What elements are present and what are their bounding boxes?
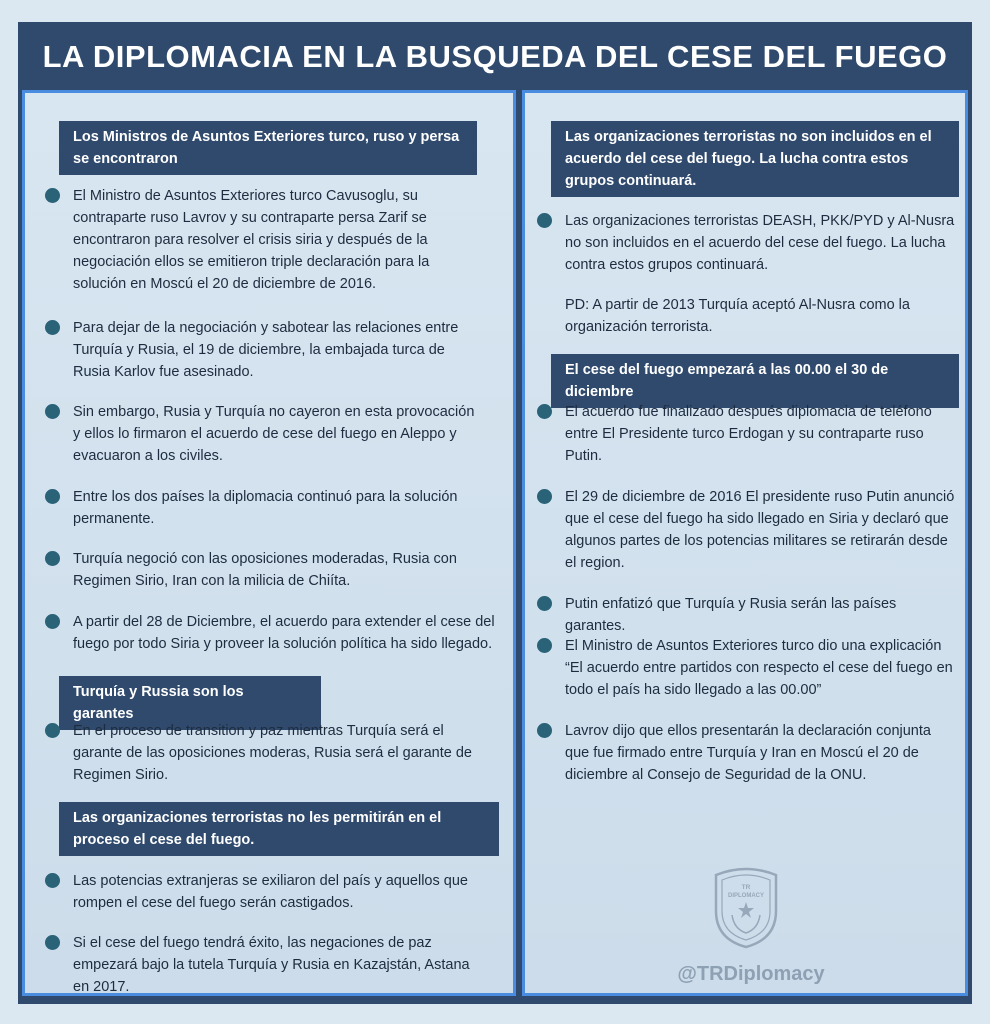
list-item: Lavrov dijo que ellos presentarán la declaración conjunta que fue firmado entre Turquía y Iran en Moscú el 20 de diciembre al Consejo de Seguridad de la ONU.	[537, 720, 957, 786]
list-item: A partir del 28 de Diciembre, el acuerdo para extender el cese del fuego por todo Siria y proveer la solución política ha sido llegado.	[45, 611, 495, 655]
list-item: El Ministro de Asuntos Exteriores turco Cavusoglu, su contraparte ruso Lavrov y su contraparte persa Zarif se encontraron para resolver el crisis siria y después de la negociación ellos se emitieron triple declaración para la solución en Moscú el 20 de diciembre de 2016.	[45, 185, 485, 295]
list-item: Entre los dos países la diplomacia continuó para la solución permanente.	[45, 486, 465, 530]
section-header-terrorist-orgs: Las organizaciones terroristas no les permitirán en el proceso el cese del fuego.	[59, 802, 499, 856]
footnote-text: PD: A partir de 2013 Turquía aceptó Al-Nusra como la organización terrorista.	[565, 297, 910, 335]
list-item: El Ministro de Asuntos Exteriores turco dio una explicación “El acuerdo entre partidos con respecto el cese del fuego en todo el país ha sido llegado a las 00.00”	[537, 635, 957, 701]
list-item: Sin embargo, Rusia y Turquía no cayeron en esta provocación y ellos lo firmaron el acuerdo de cese del fuego en Aleppo y evacuaron a los civiles.	[45, 401, 485, 467]
left-panel	[22, 90, 516, 996]
bullet-icon	[45, 188, 60, 203]
bullet-icon	[45, 489, 60, 504]
bullet-icon	[537, 213, 552, 228]
svg-text:DIPLOMACY: DIPLOMACY	[728, 893, 764, 899]
infographic-frame	[18, 22, 972, 1004]
bullet-icon	[45, 723, 60, 738]
section-header-guarantors: Turquía y Russia son los garantes	[59, 676, 321, 730]
page-title: LA DIPLOMACIA EN LA BUSQUEDA DEL CESE DEL FUEGO	[42, 39, 948, 74]
bullet-icon	[45, 320, 60, 335]
bullet-icon	[45, 873, 60, 888]
list-item: Para dejar de la negociación y sabotear las relaciones entre Turquía y Rusia, el 19 de diciembre, la embajada turca de Rusia Karlov fue asesinado.	[45, 317, 485, 383]
list-item: El 29 de diciembre de 2016 El presidente ruso Putin anunció que el cese del fuego ha sido llegado en Siria y declaró que algunos partes de los potencias militares se retirarán desde el region.	[537, 486, 957, 574]
tr-diplomacy-seal-logo	[710, 865, 782, 949]
bullet-icon	[537, 723, 552, 738]
section-header-exclusions: Las organizaciones terroristas no son incluidos en el acuerdo del cese del fuego. La lucha contra estos grupos continuará.	[551, 121, 959, 197]
twitter-handle: @TRDiplomacy	[677, 963, 825, 985]
bullet-icon	[45, 614, 60, 629]
section-header-ministers: Los Ministros de Asuntos Exteriores turco, ruso y persa se encontraron	[59, 121, 477, 175]
list-item: Si el cese del fuego tendrá éxito, las negaciones de paz empezará bajo la tutela Turquía y Rusia en Kazajstán, Astana en 2017.	[45, 932, 485, 998]
list-item: El acuerdo fue finalizado después diplomacia de teléfono entre El Presidente turco Erdogan y su contraparte ruso Putin.	[537, 401, 947, 467]
bullet-icon	[537, 596, 552, 611]
list-item: Las potencias extranjeras se exiliaron del país y aquellos que rompen el cese del fuego serán castigados.	[45, 870, 485, 914]
bullet-icon	[537, 404, 552, 419]
list-item: Turquía negoció con las oposiciones moderadas, Rusia con Regimen Sirio, Iran con la milicia de Chiíta.	[45, 548, 465, 592]
bullet-icon	[45, 551, 60, 566]
bullet-icon	[537, 489, 552, 504]
list-item: Las organizaciones terroristas DEASH, PKK/PYD y Al-Nusra no son incluidos en el acuerdo del cese del fuego. La lucha contra estos grupos continuará.	[537, 210, 957, 276]
svg-text:TR: TR	[741, 884, 751, 891]
list-item: Putin enfatizó que Turquía y Rusia serán las países garantes.	[537, 593, 957, 637]
bullet-icon	[45, 935, 60, 950]
list-item: En el proceso de transition y paz mientras Turquía será el garante de las oposiciones moderas, Rusia será el garante de Regimen Sirio.	[45, 720, 495, 786]
bullet-icon	[537, 638, 552, 653]
right-panel	[522, 90, 968, 996]
bullet-icon	[45, 404, 60, 419]
section-header-ceasefire-start: El cese del fuego empezará a las 00.00 el 30 de diciembre	[551, 354, 959, 408]
